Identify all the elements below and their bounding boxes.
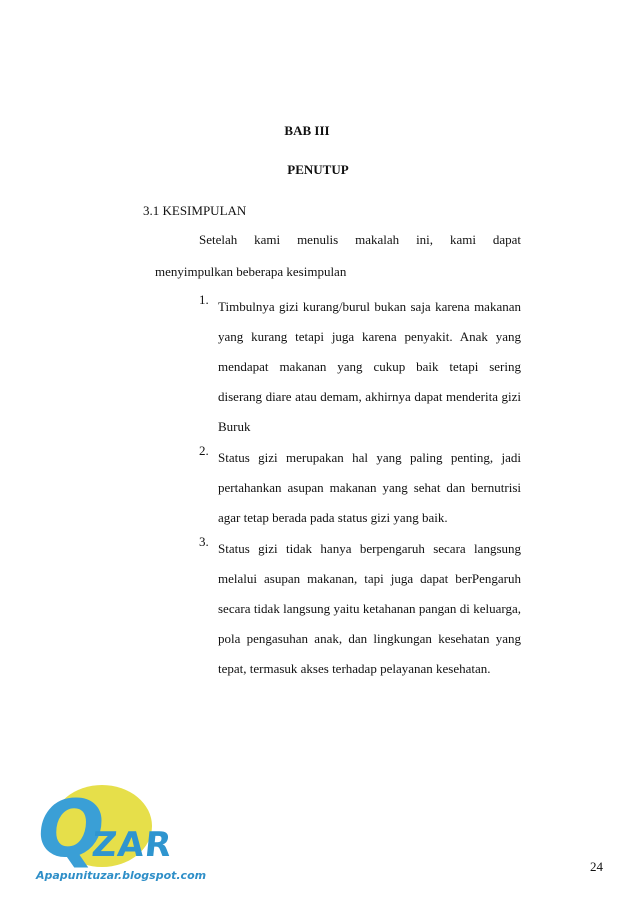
watermark-site: Apapunituzar.blogspot.com [36,869,207,882]
list-item-text: Status gizi merupakan hal yang paling penting, jadi pertahankan asupan makanan yang sehat dan bernutrisi agar tetap berada pada status gizi yang baik. [218,450,521,525]
list-item [199,292,521,442]
watermark-word: ZAR [89,825,175,865]
intro-paragraph-line1: Setelah kami menulis makalah ini, kami dapat [199,232,521,247]
list-item [199,443,521,533]
section-heading: 3.1 KESIMPULAN [143,203,247,218]
list-item-text: Timbulnya gizi kurang/burul bukan saja karena makanan yang kurang tetapi juga karena penyakit. Anak yang mendapat makanan yang cukup baik tetapi sering diserang diare atau demam, akhirnya dapat menderita gizi Buruk [218,299,521,434]
list-item-text: Status gizi tidak hanya berpengaruh secara langsung melalui asupan makanan, tapi juga dapat berPengaruh secara tidak langsung yaitu ketahanan pangan di keluarga, pola pengasuhan anak, dan lingkungan kesehatan yang tepat, termasuk akses terhadap pelayanan kesehatan. [218,541,521,676]
intro-paragraph-line2: menyimpulkan beberapa kesimpulan [155,264,347,279]
list-item-number: 1. [199,292,209,307]
page-number: 24 [590,859,603,874]
blog-watermark-logo [30,785,210,885]
conclusion-list [199,292,521,684]
list-item-number: 3. [199,534,209,549]
list-item [199,534,521,684]
chapter-label: BAB III [284,123,330,138]
list-item-number: 2. [199,443,209,458]
watermark-letter: Q [38,785,105,875]
chapter-title: PENUTUP [287,162,349,177]
